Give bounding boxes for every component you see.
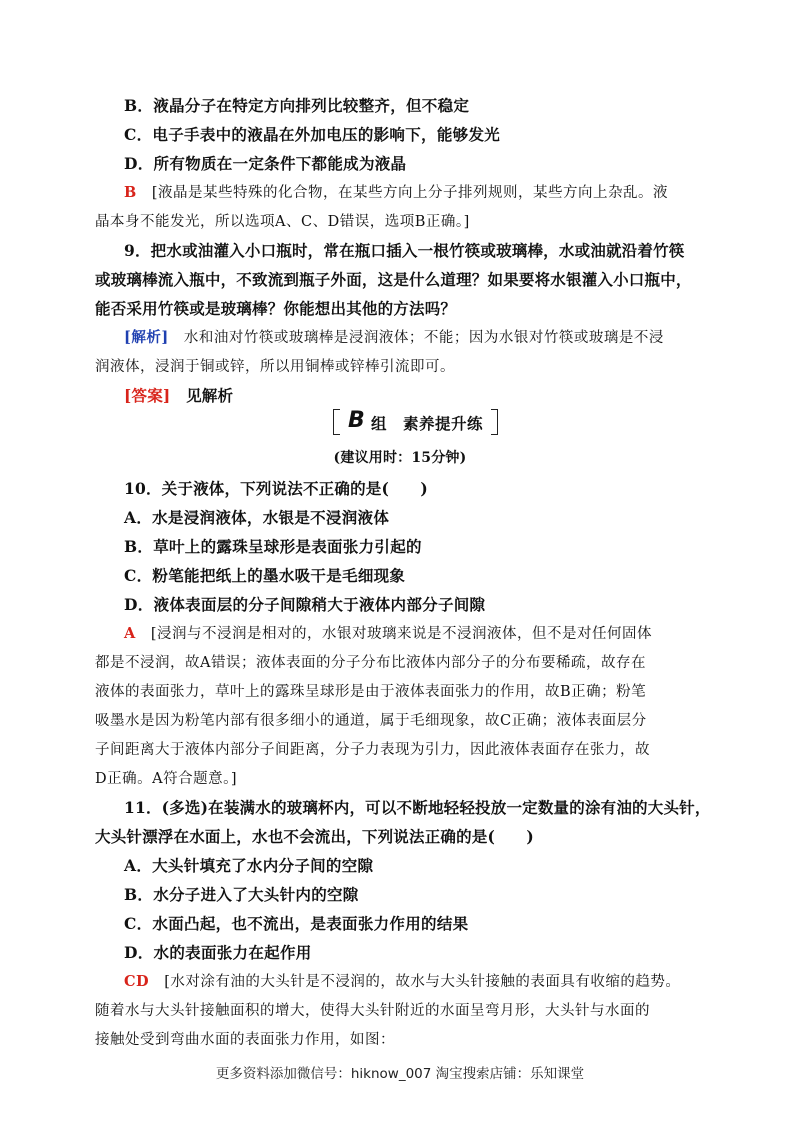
q8-answer-text: [液晶是某些特殊的化合物，在某些方向上分子排列规则，某些方向上杂乱。液 (151, 185, 669, 201)
answer-label: [答案] (124, 386, 171, 405)
section-letter: B (348, 408, 365, 433)
q11-stem-line1: 11．(多选)在装满水的玻璃杯内，可以不断地轻轻投放一定数量的涂有油的大头针， (124, 798, 711, 817)
q9-analysis-line2: 润液体，浸润于铜或锌，所以用铜棒或锌棒引流即可。 (95, 359, 455, 375)
q9-stem-line3: 能否采用竹筷或是玻璃棒？你能想出其他的方法吗？ (95, 299, 457, 318)
section-title: 组 素养提升练 (371, 414, 484, 433)
q10-option-a: A．水是浸润液体，水银是不浸润液体 (124, 508, 390, 527)
q8-option-d: D．所有物质在一定条件下都能成为液晶 (124, 154, 407, 173)
q9-analysis-text: 水和油对竹筷或玻璃棒是浸润液体；不能；因为水银对竹筷或玻璃是不浸 (183, 330, 664, 346)
q9-answer-text: 见解析 (186, 386, 234, 405)
q8-option-c: C．电子手表中的液晶在外加电压的影响下，能够发光 (124, 125, 501, 144)
q10-answer-text: [浸润与不浸润是相对的，水银对玻璃来说是不浸润液体，但不是对任何固体 (150, 626, 653, 642)
q10-answer-line1 (124, 622, 652, 643)
q10-option-d: D．液体表面层的分子间隙稍大于液体内部分子间隙 (124, 595, 486, 614)
q11-answer-text: [水对涂有油的大头针是不浸润的，故水与大头针接触的表面具有收缩的趋势。 (164, 974, 681, 990)
q10-stem: 10．关于液体，下列说法不正确的是( ) (124, 479, 428, 498)
q11-option-c: C．水面凸起，也不流出，是表面张力作用的结果 (124, 914, 469, 933)
q9-stem-line2: 或玻璃棒流入瓶中，不致流到瓶子外面，这是什么道理？如果要将水银灌入小口瓶中， (95, 270, 692, 289)
q11-answer-line3: 接触处受到弯曲水面的表面张力作用，如图： (95, 1032, 395, 1048)
q11-answer-line2: 随着水与大头针接触面积的增大，使得大头针附近的水面呈弯月形，大头针与水面的 (95, 1003, 650, 1019)
q8-option-b: B．液晶分子在特定方向排列比较整齐，但不稳定 (124, 96, 470, 115)
q10-answer-line5: 子间距离大于液体内部分子间距离，分子力表现为引力，因此液体表面存在张力，故 (95, 742, 650, 758)
footer-text: 更多资料添加微信号：hiknow_007 淘宝搜索店铺：乐知课堂 (215, 1066, 585, 1082)
q10-option-c: C．粉笔能把纸上的墨水吸干是毛细现象 (124, 566, 406, 585)
bracket-left (333, 409, 340, 435)
q11-stem-line2: 大头针漂浮在水面上，水也不会流出，下列说法正确的是( ) (95, 827, 534, 846)
q8-answer-letter: B (124, 184, 137, 201)
analysis-label: [解析] (124, 329, 169, 346)
section-header (333, 409, 498, 435)
q10-answer-line2: 都是不浸润，故A错误；液体表面的分子分布比液体内部分子的分布要稀疏，故存在 (95, 655, 646, 671)
q11-option-d: D．水的表面张力在起作用 (124, 943, 312, 962)
q10-option-b: B．草叶上的露珠呈球形是表面张力引起的 (124, 537, 422, 556)
q9-analysis-line1 (124, 326, 664, 347)
q10-answer-line3: 液体的表面张力，草叶上的露珠呈球形是由于液体表面张力的作用，故B正确；粉笔 (95, 684, 647, 700)
q9-stem-line1: 9．把水或油灌入小口瓶时，常在瓶口插入一根竹筷或玻璃棒，水或油就沿着竹筷 (124, 241, 685, 260)
q11-answer-line1 (124, 970, 680, 991)
q8-answer-line2: 晶本身不能发光，所以选项A、C、D错误，选项B正确。] (95, 214, 470, 230)
q11-option-b: B．水分子进入了大头针内的空隙 (124, 885, 359, 904)
q9-answer (124, 384, 233, 406)
time-hint: (建议用时：15分钟) (333, 450, 467, 466)
q11-answer-letter: CD (124, 973, 150, 990)
q10-answer-letter: A (124, 625, 136, 642)
bracket-right (491, 409, 498, 435)
q8-answer-line1 (124, 181, 668, 202)
q10-answer-line4: 吸墨水是因为粉笔内部有很多细小的通道，属于毛细现象，故C正确；液体表面层分 (95, 713, 647, 729)
q10-answer-line6: D正确。A符合题意。] (95, 771, 238, 787)
q11-option-a: A．大头针填充了水内分子间的空隙 (124, 856, 374, 875)
